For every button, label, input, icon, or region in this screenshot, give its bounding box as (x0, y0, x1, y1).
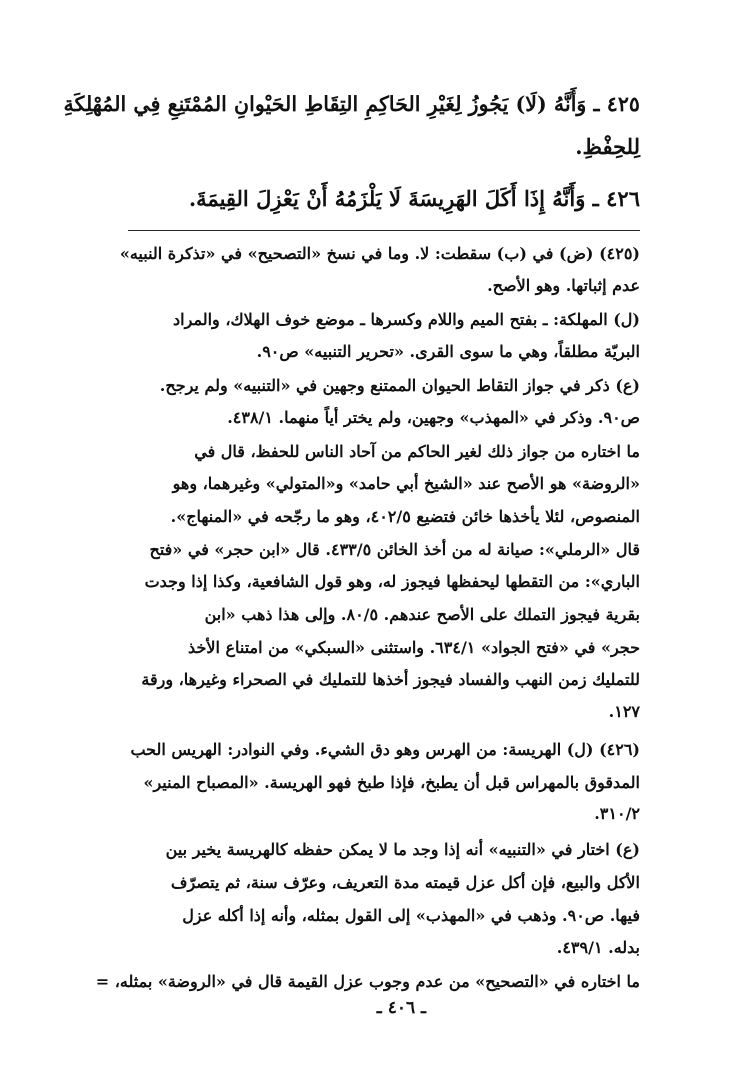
footnote-425-line: بقرية فيجوز التملك على الأصح عندهم. ٨٠/٥. وإلى هذا ذهب «ابن (204, 605, 640, 624)
footnote-divider (128, 230, 640, 231)
footnote-425-line: (٤٢٥) (ض) في (ب) سقطت: لا. وما في نسخ «التصحيح» في «تذكرة النبيه» (119, 244, 640, 263)
footnote-425-line: «الروضة» هو الأصح عند «الشيخ أبي حامد» و«المتولي» وغيرهما، وهو (172, 474, 640, 493)
footnote-425-line: ص٩٠. وذكر في «المهذب» وجهين، ولم يختر أياً منهما. ٤٣٨/١. (227, 408, 640, 427)
footnote-426-line: (ع) اختار في «التنبيه» أنه إذا وجد ما لا يمكن حفظه كالهريسة يخير بين (165, 840, 640, 859)
footnote-426-line: ما اختاره في «التصحيح» من عدم وجوب عزل القيمة قال في «الروضة» بمثله، = (95, 972, 640, 991)
footnote-425-line: الباري»: من التقطها ليحفظها فيجوز له، وهو قول الشافعية، وكذا إذا وجدت (144, 572, 640, 591)
footnote-426-line: (٤٢٦) (ل) الهريسة: من الهرس وهو دق الشيء. وفي النوادر: الهريس الحب (130, 740, 640, 759)
main-text-line-425: ٤٢٥ ـ وَأَنَّهُ (لَا) يَجُوزُ لِغَيْرِ الحَاكِمِ التِقَاطِ الحَيْوانِ المُمْتَنِعِ فِي المُهْلِكَةِ (63, 92, 640, 116)
footnote-425-line: المنصوص، لئلا يأخذها خائن فتضيع ٤٠٢/٥، وهو ما رجّحه في «المنهاج». (170, 507, 640, 526)
footnote-426-line: فيها. ص٩٠. وذهب في «المهذب» إلى القول بمثله، وأنه إذا أكله عزل (182, 906, 640, 925)
main-text-line-426: ٤٢٦ ـ وَأَنَّهُ إِذَا أَكَلَ الهَرِيسَةَ لَا يَلْزَمُهُ أَنْ يَعْزِلَ القِيمَةَ. (188, 186, 640, 211)
footnote-425-line: ١٢٧. (608, 702, 640, 721)
footnote-425-line: البريّة مطلقاً، وهي ما سوى القرى. «تحرير التنبيه» ص٩٠. (256, 342, 640, 361)
footnote-425-line: عدم إثباتها. وهو الأصح. (487, 276, 640, 295)
footnote-426-line: الأكل والبيع، فإن أكل عزل قيمته مدة التعريف، وعرّف سنة، ثم يتصرّف (170, 873, 640, 892)
page-number: ـ ٤٠٦ ـ (376, 998, 426, 1018)
footnote-425-line: قال «الرملي»: صيانة له من أخذ الخائن ٤٣٣/٥. قال «ابن حجر» في «فتح (149, 540, 640, 559)
footnote-425-line: حجر» في «فتح الجواد» ٦٣٤/١. واستثنى «السبكي» من امتناع الأخذ (188, 638, 640, 657)
footnote-425-line: للتمليك زمن النهب والفساد فيجوز أخذها للتمليك في الصحراء وغيرها، ورقة (141, 670, 640, 689)
footnote-426-line: ٣١٠/٢. (594, 804, 640, 823)
footnote-425-line: (ل) المهلكة: ـ بفتح الميم واللام وكسرها ـ موضع خوف الهلاك، والمراد (173, 310, 640, 329)
footnote-425-line: (ع) ذكر في جواز التقاط الحيوان الممتنع وجهين في «التنبيه» ولم يرجح. (159, 376, 640, 395)
main-text-line-425-cont: لِلحِفْظِ. (575, 134, 640, 159)
footnote-426-line: بدله. ٤٣٩/١. (556, 938, 640, 957)
footnote-426-line: المدقوق بالمهراس قبل أن يطبخ، فإذا طبخ فهو الهريسة. «المصباح المنير» (143, 773, 640, 792)
footnote-425-line: ما اختاره من جواز ذلك لغير الحاكم من آحاد الناس للحفظ، قال في (194, 442, 640, 461)
